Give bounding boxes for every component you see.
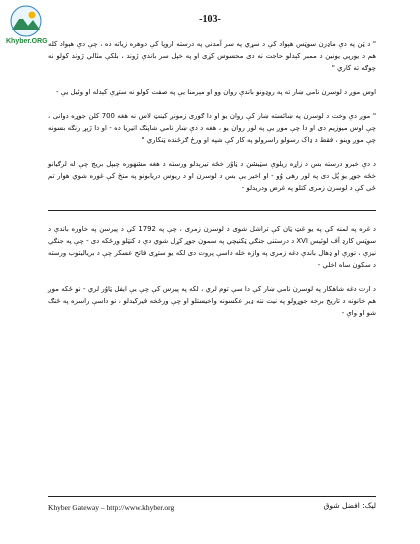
footer-divider — [48, 496, 376, 497]
paragraph: د ارت دغه شاهکار په لوسرن نامي ښار کې دا سې توم لري ، لکه په پيرس کې چې يې ايفل ټاوُر لري - نو ځکه موږ هم خانونه د تاريخ برخه جوړولو په نيت ننه ډير عکسونه واخيستلو او چې ورځخه فيرکيدلو ، نو داسې راسره په ځنګ شو او واې - — [48, 285, 376, 317]
paragraph: " موږ دې وخت د لوسرن په ښائسته ښار کې روان يو او دا ګوری زمونږ کينټ لاس نه هغه 700 کلن جوړه دوانی ، چې اوس ميوزيم دی او دا چې موږ يې په لور روان يو ، هغه د دې ښار نامي شاپنګ اتيريا ده - او دا ژېړ رنګه بسونه چې موږ وينو ، فقط د ډاک رسولو راسرولو په کار کې شپه او ورځ ګرځنده ټنکاري " — [48, 112, 376, 144]
paragraph: " د ټن په دې ماډرن سوټس هېواد کې د سړي په سر آمدني په درسته اروپا کې دوهره زياته ده ، چې دې هېواد کله هم د يورپي يونين د ممبر کېدلو حاجت نه دی محسوس کړی او په خپل سر باندې ژوند ، بلکې مثالي ژوند کولو نه چوګه ته کاري " — [48, 40, 376, 72]
section-divider — [48, 210, 376, 211]
footer-source: Khyber Gateway – http://www.khyber.org — [48, 503, 175, 512]
paragraph: د غره په لمنه کې په يو غټ ټان کې تراشل شوی د لوسرن زمری ، چې په 1792 کې د پيرسن په خاوره باندې د سوټس کارډ آف لوئيس XVI د درستنی جنګي ټکنيچي په سمون جوړ کړل شوي دې د کنټلو ورځکه دی - چې په جنګي نيزې ، تورې او ډهال باندې دغه زمری په وازه خله داسې پروت دی لکه يو ستړی فاتح عسکر چې د بريالیتوب ورسته د سکون ساه اخلي - — [48, 225, 376, 269]
document-body — [48, 38, 376, 331]
paragraph: اوس موږ د لوسرن نامي ښار ته په روډونو باندې روان وو او مېرمنا يې په صفت کولو نه ستړې کېدله او وئيل يې - — [55, 88, 376, 96]
footer-author: ليک: افضل شوق — [323, 501, 376, 510]
paragraph: د دې خبرو درسته بس د زاړه ريلوې سټيشن د ټاوُر خځه تيرېدلو ورسته د هغه مشهوره چيپل بريج چې له لرګيانو خځه جوړ يو پُل دی په لور رهی وُو - او اخير يې بس د لوسرن او د ريوس دريابونو په منځ کې غوره شوي هوار تم ځی کې د لوسرن زمری کتلو په غرض ودريدلو - — [48, 160, 376, 192]
page-number: -103- — [199, 14, 221, 25]
khyber-logo — [6, 4, 46, 48]
logo-text: Khyber.ORG — [6, 38, 48, 45]
